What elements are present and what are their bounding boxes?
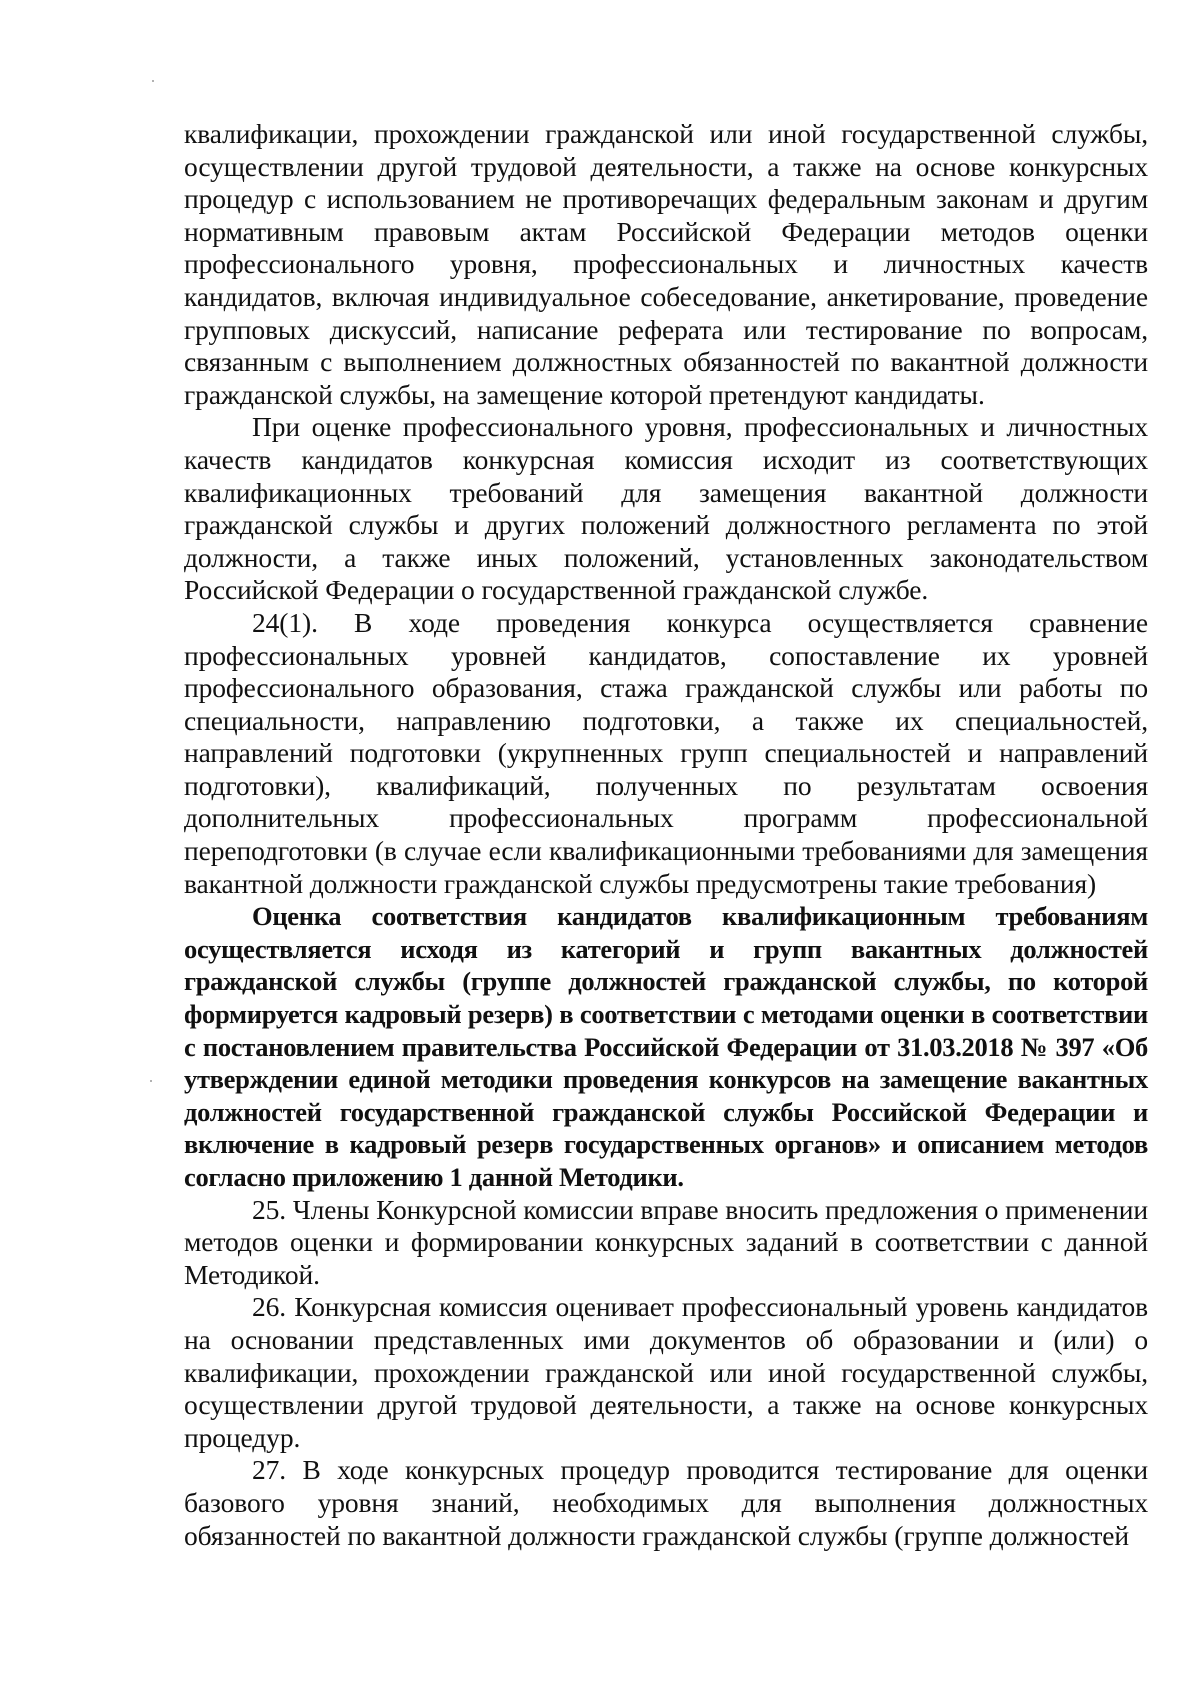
paragraph-compliance-assessment: Оценка соответствия кандидатов квалификационным требованиям осуществляется исходя из категорий и групп вакантных должностей гражданской службы (группе должностей гражданской службы, по которой формируется кадровый резерв) в соответствии с методами оценки в соответствии с постановлением правительства Российской Федерации от 31.03.2018 № 397 «Об утверждении единой методики проведения конкурсов на замещение вакантных должностей государственной гражданской службы Российской Федерации и включение в кадровый резерв государственных органов» и описанием методов согласно приложению 1 данной Методики. xyxy=(184,901,1148,1192)
scan-speck xyxy=(152,80,154,82)
document-body xyxy=(184,118,1148,1552)
paragraph-26: 26. Конкурсная комиссия оценивает профессиональный уровень кандидатов на основании представленных ими документов об образовании и (или) о квалификации, прохождении гражданской или иной государственной службы, осуществлении другой трудовой деятельности, а также на основе конкурсных процедур. xyxy=(184,1291,1148,1453)
scan-speck xyxy=(150,1080,152,1082)
paragraph-24-1: 24(1). В ходе проведения конкурса осуществляется сравнение профессиональных уровней кандидатов, сопоставление их уровней профессионального образования, стажа гражданской службы или работы по специальности, направлению подготовки, а также их специальностей, направлений подготовки (укрупненных групп специальностей и направлений подготовки), квалификаций, полученных по результатам освоения дополнительных профессиональных программ профессиональной переподготовки (в случае если квалификационными требованиями для замещения вакантной должности гражданской службы предусмотрены такие требования) xyxy=(184,606,1148,899)
paragraph-27: 27. В ходе конкурсных процедур проводится тестирование для оценки базового уровня знаний, необходимых для выполнения должностных обязанностей по вакантной должности гражданской службы (группе должностей xyxy=(184,1454,1148,1551)
paragraph-continuation: квалификации, прохождении гражданской или иной государственной службы, осуществлении другой трудовой деятельности, а также на основе конкурсных процедур с использованием не противоречащих федеральным законам и другим нормативным правовым актам Российской Федерации методов оценки профессионального уровня, профессиональных и личностных качеств кандидатов, включая индивидуальное собеседование, анкетирование, проведение групповых дискуссий, написание реферата или тестирование по вопросам, связанным с выполнением должностных обязанностей по вакантной должности гражданской службы, на замещение которой претендуют кандидаты. xyxy=(184,118,1148,410)
paragraph-assessment-criteria: При оценке профессионального уровня, профессиональных и личностных качеств кандидатов конкурсная комиссия исходит из соответствующих квалификационных требований для замещения вакантной должности гражданской службы и других положений должностного регламента по этой должности, а также иных положений, установленных законодательством Российской Федерации о государственной гражданской службе. xyxy=(184,411,1148,606)
paragraph-25: 25. Члены Конкурсной комиссии вправе вносить предложения о применении методов оценки и формировании конкурсных заданий в соответствии с данной Методикой. xyxy=(184,1193,1148,1290)
